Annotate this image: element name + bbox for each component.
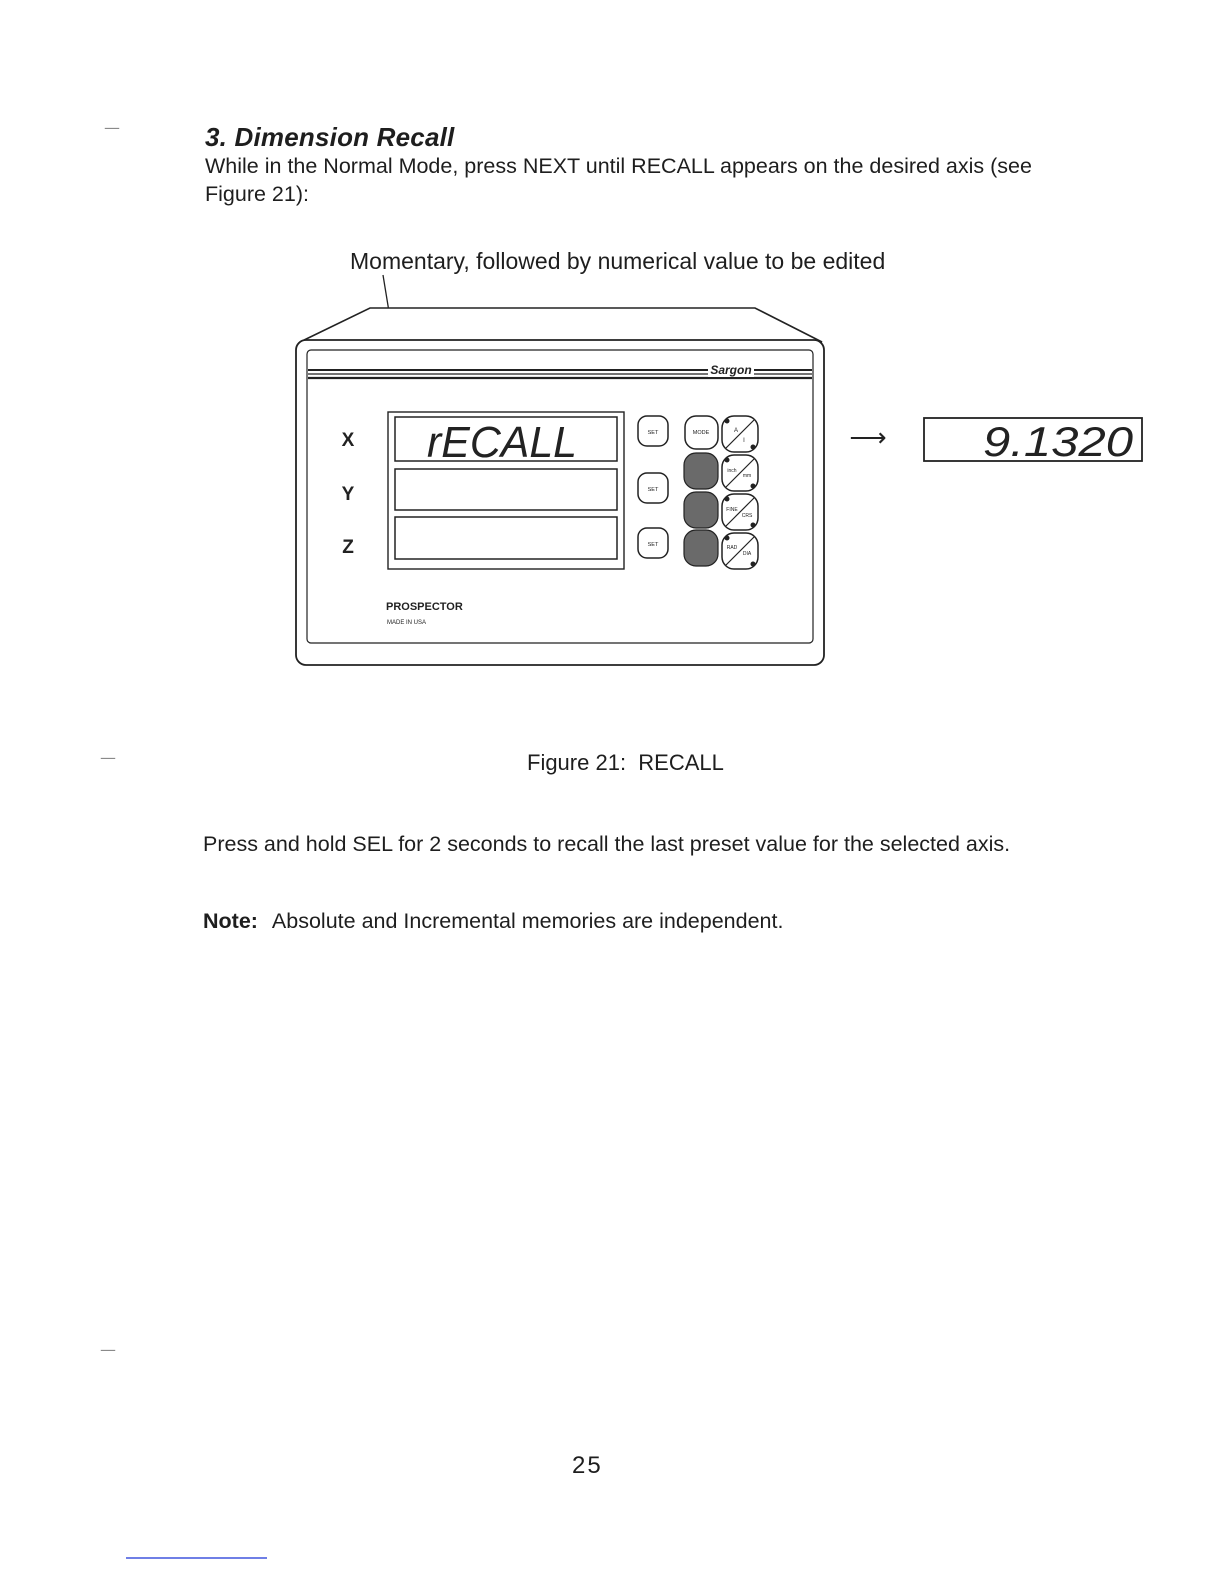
margin-mark: — xyxy=(100,748,116,767)
figure-callout: Momentary, followed by numerical value to be edited xyxy=(350,248,886,274)
margin-mark: — xyxy=(104,118,120,137)
dro-device-figure xyxy=(0,0,1224,720)
section-number: 3. xyxy=(205,122,228,152)
dark-key-3[interactable] xyxy=(684,530,718,566)
svg-text:FINE: FINE xyxy=(726,507,738,513)
figure-caption: Figure 21: RECALL xyxy=(527,750,724,775)
model-label: PROSPECTOR xyxy=(386,601,463,613)
set-button-z[interactable] xyxy=(638,528,668,558)
dark-key-1[interactable] xyxy=(684,453,718,489)
set-button-y[interactable] xyxy=(638,473,668,503)
display-y xyxy=(395,469,617,510)
dark-key-2[interactable] xyxy=(684,492,718,528)
footer-rule xyxy=(126,1557,267,1559)
intro-paragraph: While in the Normal Mode, press NEXT until RECALL appears on the desired axis (see Figure 21): xyxy=(205,154,1032,206)
brand-logo: Sargon xyxy=(710,363,752,377)
device-top-bevel xyxy=(300,308,822,342)
display-x-text: rECALL xyxy=(427,418,577,467)
toggle-key-inch-mm[interactable] xyxy=(722,455,758,491)
svg-text:A: A xyxy=(733,428,739,434)
axis-label-z: Z xyxy=(342,537,354,558)
svg-text:SET: SET xyxy=(647,487,659,493)
svg-text:MODE: MODE xyxy=(692,430,710,436)
svg-text:CRS: CRS xyxy=(741,513,753,519)
mode-button[interactable] xyxy=(685,416,718,449)
result-arrow: ⟶ xyxy=(849,422,887,452)
set-button-x[interactable] xyxy=(638,416,668,446)
svg-text:RAD: RAD xyxy=(726,545,738,551)
toggle-key-fine-crs[interactable] xyxy=(722,494,758,530)
svg-text:SET: SET xyxy=(647,542,659,548)
toggle-key-rad-dia[interactable] xyxy=(722,533,758,569)
note-text: Absolute and Incremental memories are independent. xyxy=(271,909,784,933)
display-z xyxy=(395,517,617,559)
svg-text:DIA: DIA xyxy=(742,551,752,557)
note xyxy=(203,907,783,935)
axis-label-x: X xyxy=(341,430,355,451)
made-in-label: MADE IN USA xyxy=(387,620,427,626)
toggle-key-abs-inc[interactable] xyxy=(722,416,758,452)
svg-text:inch: inch xyxy=(727,468,737,474)
page-number: 25 xyxy=(572,1452,603,1479)
margin-mark: — xyxy=(100,1340,116,1359)
svg-text:I: I xyxy=(743,438,745,444)
section-title: Dimension Recall xyxy=(234,122,455,152)
result-display-text: 9.1320 xyxy=(983,418,1134,465)
axis-label-y: Y xyxy=(341,484,355,505)
svg-text:SET: SET xyxy=(647,430,659,436)
note-label: Note: xyxy=(203,909,258,933)
svg-text:mm: mm xyxy=(742,473,752,479)
body-paragraph: Press and hold SEL for 2 seconds to recall the last preset value for the selected axis. xyxy=(203,832,1011,856)
